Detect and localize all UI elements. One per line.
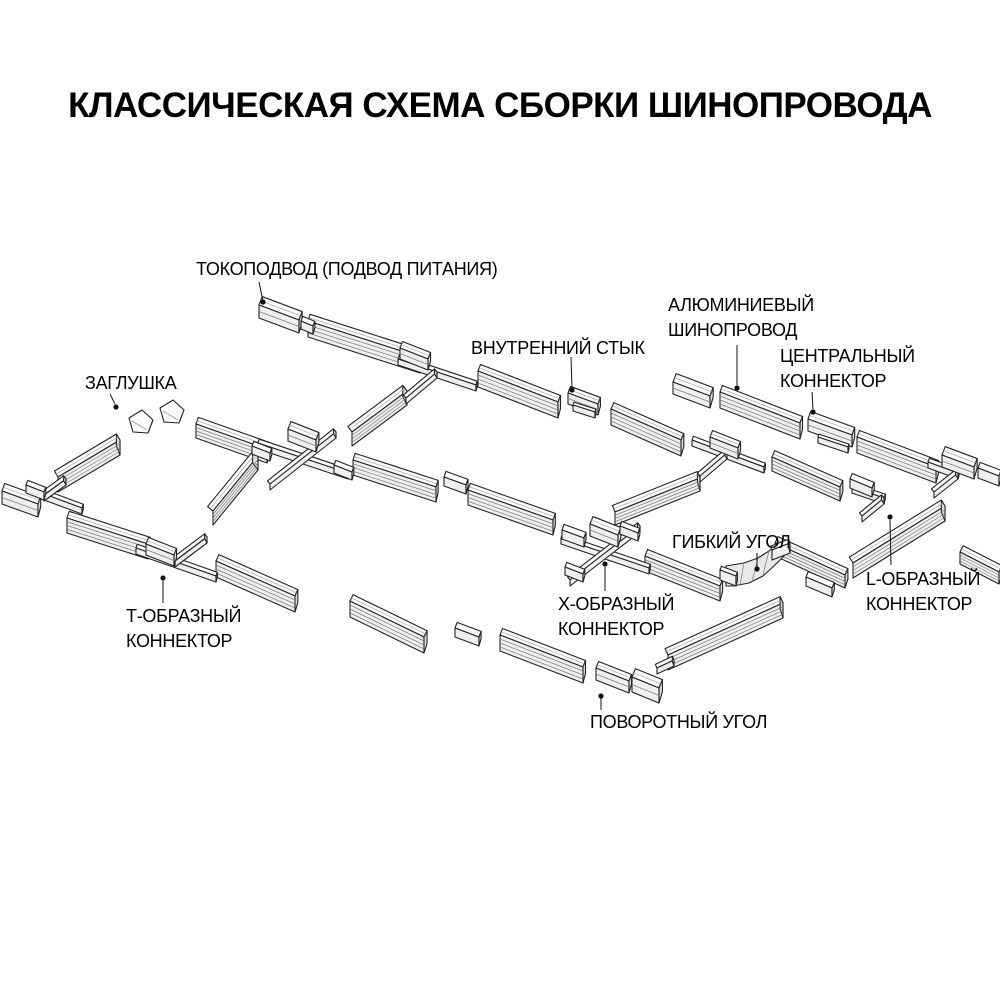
label-t-connector [126,604,241,654]
label-text: L-ОБРАЗНЫЙ [866,569,981,589]
leader-t-connector [160,575,165,603]
label-text: КОННЕКТОР [126,631,233,651]
leader-rotary-corner [598,693,603,710]
label-text: Т-ОБРАЗНЫЙ [126,606,242,626]
track-segment [665,597,783,670]
label-text: ШИНОПРОВОД [668,320,798,340]
track-segment [772,451,843,501]
label-end-cap [85,371,176,396]
label-text: ЗАГЛУШКА [85,373,177,393]
leader-aluminum-track [734,345,739,391]
feed-box-floating [673,374,713,408]
label-central-connector [780,344,915,394]
x-connector [561,517,650,586]
leader-end-cap [110,394,119,410]
label-power-feed [196,257,497,282]
label-aluminum-track [668,293,814,343]
label-text: ТОКОПОДВОД (ПОДВОД ПИТАНИЯ) [196,259,498,279]
track-segment [611,403,684,456]
track-segment [350,595,427,653]
label-x-connector [558,592,674,642]
l-connector [850,473,885,522]
label-text: ЦЕНТРАЛЬНЫЙ [780,346,915,366]
leader-x-connector [602,561,607,591]
track-segment [478,364,561,418]
label-text: АЛЮМИНИЕВЫЙ [668,295,814,315]
track-segment [353,453,438,502]
label-text: КОННЕКТОР [780,371,887,391]
track-segment [857,430,938,483]
label-text: ПОВОРОТНЫЙ УГОЛ [590,712,768,732]
label-text: КОННЕКТОР [866,594,973,614]
end-cap-1 [129,410,153,433]
track-segment [468,483,555,535]
central-connector [808,411,855,453]
end-cap-2 [160,400,184,423]
label-text: Х-ОБРАЗНЫЙ [558,594,675,614]
page-title: КЛАССИЧЕСКАЯ СХЕМА СБОРКИ ШИНОПРОВОДА [68,86,932,125]
label-text: ГИБКИЙ УГОЛ [672,532,791,552]
label-inner-joint [471,336,645,361]
mini-coupler [444,471,468,494]
label-text: ВНУТРЕННИЙ СТЫК [471,338,645,358]
t-connector-right [692,430,765,482]
rotary-corner [596,656,674,703]
l-connector-top-right [928,447,1000,498]
leader-central-connector [810,392,815,415]
label-text: КОННЕКТОР [558,619,665,639]
power-feed [259,297,315,334]
t-connector [136,534,217,582]
label-flexible-corner [672,530,790,555]
track-segment [612,472,700,525]
label-rotary-corner [590,710,767,735]
mini-coupler [455,622,481,646]
track-segment [348,385,407,446]
x-connector-left [252,422,354,490]
t-connector-top [398,341,477,404]
track-segment [208,452,258,525]
label-l-connector [866,567,980,617]
